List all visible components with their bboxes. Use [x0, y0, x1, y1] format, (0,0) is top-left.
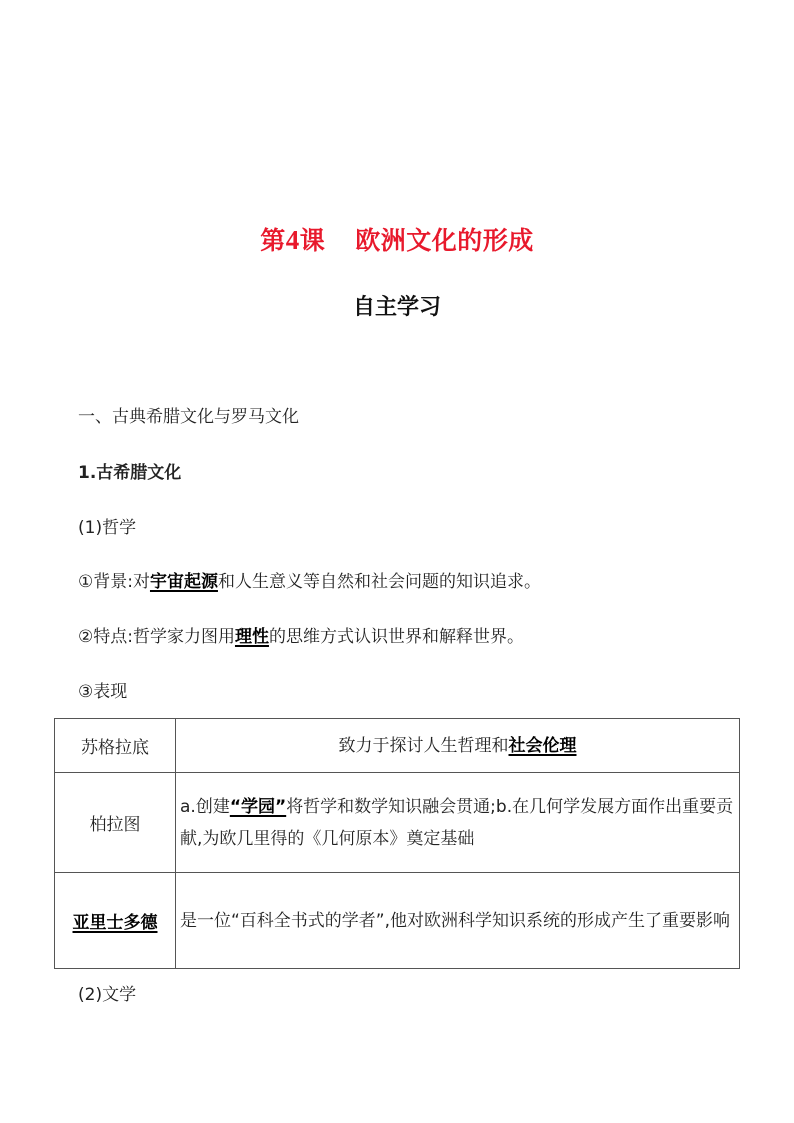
background-prefix: ①背景:对: [78, 572, 150, 592]
page-title: [0, 221, 794, 257]
table-cell-name: 柏拉图: [55, 773, 176, 873]
subsection-heading: 1.古希腊文化: [78, 463, 182, 483]
desc-prefix: a.创建: [180, 796, 230, 817]
feature-suffix: 的思维方式认识世界和解释世界。: [268, 627, 524, 647]
section-subtitle: 自主学习: [352, 295, 441, 320]
performance-line: ③表现: [78, 682, 128, 702]
feature-keyword: 理性: [234, 627, 269, 647]
table-cell-desc: [176, 773, 740, 873]
title-lesson: 课: [299, 226, 326, 255]
background-line: [78, 567, 541, 592]
item-literature: (2)文学: [78, 985, 137, 1005]
title-prefix: 第: [260, 226, 286, 255]
table-row: [55, 719, 740, 773]
item-philosophy: (1)哲学: [78, 518, 137, 538]
table-cell-desc: 是一位“百科全书式的学者”,他对欧洲科学知识系统的形成产生了重要影响: [176, 873, 740, 969]
desc-prefix: 致力于探讨人生哲理和: [338, 735, 509, 756]
feature-prefix: ②特点:哲学家力图用: [78, 627, 235, 647]
table-row: [55, 873, 740, 969]
desc-keyword: “学园”: [229, 796, 287, 817]
section-heading: 一、古典希腊文化与罗马文化: [78, 407, 299, 427]
title-topic: 欧洲文化的形成: [355, 226, 534, 255]
background-keyword: 宇宙起源: [149, 572, 218, 592]
table-cell-name: 苏格拉底: [55, 719, 176, 773]
desc-suffix: 将哲学和数学知识融会贯通;b.在几何学发展方面作出重要贡献,为欧几里得的《几何原本》奠定基础: [180, 796, 734, 849]
philosophers-table: [54, 718, 740, 969]
table-row: [55, 773, 740, 873]
table-cell-name: [55, 873, 176, 969]
background-suffix: 和人生意义等自然和社会问题的知识追求。: [217, 572, 541, 592]
feature-line: [78, 622, 524, 647]
name-keyword: 亚里士多德: [72, 913, 158, 933]
table-cell-desc: [176, 719, 740, 773]
title-number: 4: [285, 225, 300, 255]
desc-keyword: 社会伦理: [508, 735, 577, 756]
